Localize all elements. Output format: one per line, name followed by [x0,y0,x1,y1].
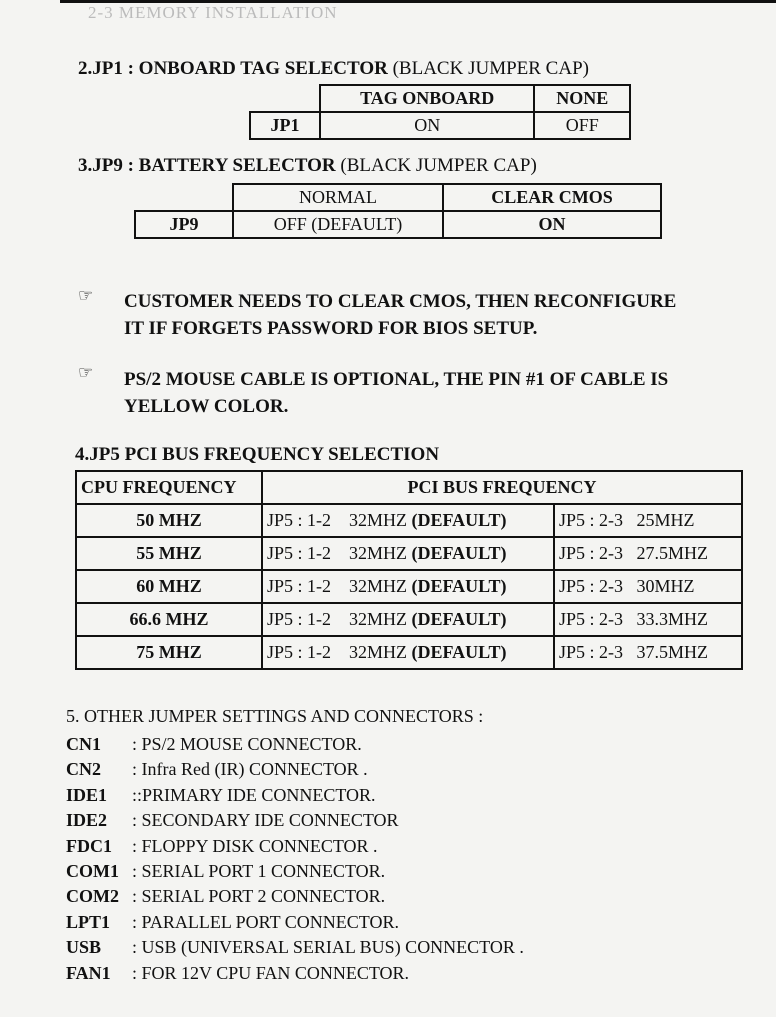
connector-code: FAN1 [66,962,111,983]
header-fragment: 2-3 MEMORY INSTALLATION [88,3,338,22]
note-ps2-mouse-line2: YELLOW COLOR. [124,396,289,417]
connector-desc: : FLOPPY DISK CONNECTOR . [132,835,378,856]
list-item [66,859,524,884]
jp1-heading [78,58,589,80]
pci-frequency: 32MHZ [349,642,408,662]
default-setting-cell [262,537,554,570]
table-row [76,570,742,603]
list-item [66,834,524,859]
jumper-setting: JP5 : 1-2 [267,576,332,596]
cpu-frequency-cell: 75 MHZ [76,636,262,669]
note-clear-cmos [124,288,676,342]
note-clear-cmos-line1: CUSTOMER NEEDS TO CLEAR CMOS, THEN RECONFIGURE [124,291,677,312]
cpu-frequency-cell: 66.6 MHZ [76,603,262,636]
jp9-corner [135,184,233,211]
connector-code: IDE2 [66,810,108,831]
pci-frequency: 37.5MHZ [636,642,709,662]
list-item [66,961,524,986]
pci-frequency: 32MHZ [349,543,408,563]
jp9-table [134,183,662,239]
alt-setting-cell [554,603,742,636]
jp1-title: 2.JP1 : ONBOARD TAG SELECTOR [78,58,388,79]
jumper-setting: JP5 : 1-2 [267,609,332,629]
jumper-setting: JP5 : 2-3 [559,543,624,563]
jp9-col-clear-cmos: CLEAR CMOS [443,184,661,211]
cpu-frequency-cell: 50 MHZ [76,504,262,537]
jp1-col-tag-onboard: TAG ONBOARD [320,85,534,112]
jp5-col-pci-bus-frequency: PCI BUS FREQUENCY [262,471,742,504]
connector-code: CN1 [66,734,101,754]
jumper-setting: JP5 : 2-3 [559,576,624,596]
jp9-cap: (BLACK JUMPER CAP) [340,155,537,176]
alt-setting-cell [554,537,742,570]
connector-code: USB [66,937,102,958]
connector-desc: : Infra Red (IR) CONNECTOR . [132,759,368,780]
table-row [76,537,742,570]
pci-frequency: 32MHZ [349,510,408,530]
jp5-title: 4.JP5 PCI BUS FREQUENCY SELECTION [75,444,440,465]
cpu-frequency-cell: 55 MHZ [76,537,262,570]
connector-desc: : FOR 12V CPU FAN CONNECTOR. [132,962,410,983]
pci-frequency: 33.3MHZ [636,609,709,629]
jumper-setting: JP5 : 2-3 [559,642,624,662]
connector-desc: : PS/2 MOUSE CONNECTOR. [132,734,362,754]
connector-code: COM2 [66,886,119,907]
connector-code: LPT1 [66,911,111,932]
jp9-heading [78,155,537,177]
jp1-table [249,84,631,140]
jp1-row-label: JP1 [250,112,320,139]
connector-code: IDE1 [66,784,108,805]
jp9-value-on: ON [443,211,661,238]
other-settings-title: 5. OTHER JUMPER SETTINGS AND CONNECTORS : [66,706,484,726]
jumper-setting: JP5 : 1-2 [267,543,332,563]
default-label: (DEFAULT) [411,642,507,662]
connector-desc: : SERIAL PORT 2 CONNECTOR. [132,886,386,907]
default-label: (DEFAULT) [411,510,507,530]
jp5-table [75,470,743,670]
default-setting-cell [262,636,554,669]
pci-frequency: 32MHZ [349,609,408,629]
jp1-cap: (BLACK JUMPER CAP) [392,58,589,79]
pci-frequency: 25MHZ [636,510,695,530]
list-item [66,732,524,757]
list-item [66,884,524,909]
cpu-frequency-cell: 60 MHZ [76,570,262,603]
note-clear-cmos-line2: IT IF FORGETS PASSWORD FOR BIOS SETUP. [124,318,538,339]
list-item [66,757,524,782]
connector-list [66,732,524,986]
jp1-corner [250,85,320,112]
connector-desc: : USB (UNIVERSAL SERIAL BUS) CONNECTOR . [132,937,524,958]
jumper-setting: JP5 : 1-2 [267,642,332,662]
alt-setting-cell [554,636,742,669]
default-setting-cell [262,603,554,636]
pci-frequency: 27.5MHZ [636,543,709,563]
connector-desc: : SERIAL PORT 1 CONNECTOR. [132,861,386,882]
connector-desc: : PARALLEL PORT CONNECTOR. [132,911,399,932]
note-ps2-mouse-line1: PS/2 MOUSE CABLE IS OPTIONAL, THE PIN #1 OF CABLE IS [124,369,669,390]
jp1-value-off: OFF [534,112,630,139]
default-setting-cell [262,504,554,537]
jumper-setting: JP5 : 2-3 [559,609,624,629]
list-item [66,935,524,960]
pci-frequency: 30MHZ [636,576,695,596]
connector-code: CN2 [66,759,101,780]
jp1-value-on: ON [320,112,534,139]
list-item [66,783,524,808]
jumper-setting: JP5 : 2-3 [559,510,624,530]
jumper-setting: JP5 : 1-2 [267,510,332,530]
jp9-col-normal: NORMAL [233,184,443,211]
connector-code: COM1 [66,861,119,882]
jp1-col-none: NONE [534,85,630,112]
jp9-row-label: JP9 [135,211,233,238]
list-item [66,808,524,833]
default-setting-cell [262,570,554,603]
table-row [76,636,742,669]
connector-desc: : SECONDARY IDE CONNECTOR [132,810,399,831]
default-label: (DEFAULT) [411,543,507,563]
pointing-hand-icon: ☞ [78,286,94,305]
table-row [76,504,742,537]
jp5-col-cpu-frequency: CPU FREQUENCY [76,471,262,504]
default-label: (DEFAULT) [411,576,507,596]
alt-setting-cell [554,504,742,537]
jp9-title: 3.JP9 : BATTERY SELECTOR [78,155,336,176]
default-label: (DEFAULT) [411,609,507,629]
jp9-value-off-default: OFF (DEFAULT) [233,211,443,238]
pci-frequency: 32MHZ [349,576,408,596]
connector-code: FDC1 [66,835,112,856]
pointing-hand-icon: ☞ [78,363,94,382]
table-row [76,603,742,636]
connector-desc: ::PRIMARY IDE CONNECTOR. [132,784,376,805]
list-item [66,910,524,935]
note-ps2-mouse [124,366,668,420]
alt-setting-cell [554,570,742,603]
